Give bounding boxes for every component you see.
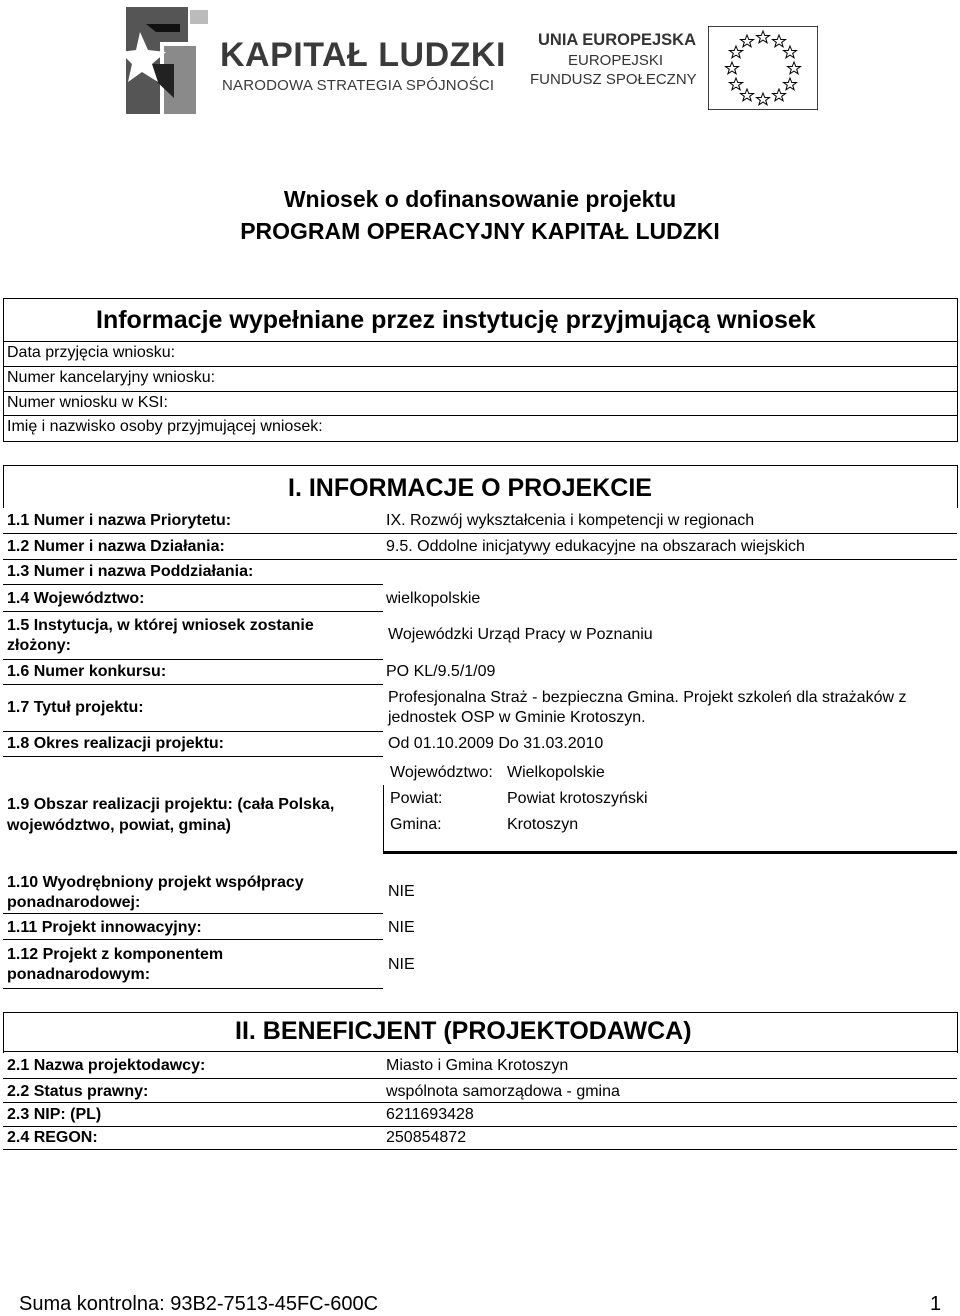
row-1-10-value: NIE — [388, 883, 415, 900]
row-1-9-label: 1.9 Obszar realizacji projektu: (cała Polska, województwo, powiat, gmina) — [7, 796, 335, 834]
section-1-heading: I. INFORMACJE O PROJEKCIE — [288, 474, 652, 502]
row-1-1-label: 1.1 Numer i nazwa Priorytetu: — [7, 512, 232, 529]
row-1-6-label: 1.6 Numer konkursu: — [7, 663, 167, 680]
area-county-value: Powiat krotoszyński — [507, 790, 648, 807]
intake-field-ksi-number: Numer wniosku w KSI: — [7, 394, 168, 411]
row-1-5-label: 1.5 Instytucja, w której wniosek zostanie złożony: — [7, 617, 314, 654]
row-1-7-label: 1.7 Tytuł projektu: — [7, 699, 144, 716]
kapital-ludzki-subtitle: NARODOWA STRATEGIA SPÓJNOŚCI — [222, 77, 495, 94]
footer-page-number: 1 — [930, 1293, 942, 1315]
row-1-4-value: wielkopolskie — [386, 590, 481, 607]
row-1-8-value: Od 01.10.2009 Do 31.03.2010 — [388, 735, 604, 752]
row-2-1-label: 2.1 Nazwa projektodawcy: — [7, 1057, 206, 1074]
row-1-7-value: Profesjonalna Straż - bezpieczna Gmina. Projekt szkoleń dla strażaków z jednostek OSP w Gminie Krotoszyn. — [388, 689, 907, 726]
kapital-ludzki-title: KAPITAŁ LUDZKI — [220, 36, 506, 74]
row-1-4-label: 1.4 Województwo: — [7, 590, 145, 607]
eu-flag-icon — [708, 26, 818, 110]
eu-line-2: EUROPEJSKI — [568, 52, 664, 69]
section-2-heading: II. BENEFICJENT (PROJEKTODAWCA) — [235, 1017, 692, 1045]
row-1-1-value: IX. Rozwój wykształcenia i kompetencji w regionach — [386, 512, 755, 529]
document-title: Wniosek o dofinansowanie projektu — [283, 186, 677, 212]
row-1-5-value: Wojewódzki Urząd Pracy w Poznaniu — [388, 626, 653, 643]
area-commune-value: Krotoszyn — [507, 816, 579, 833]
row-2-4-value: 250854872 — [386, 1129, 467, 1146]
footer-checksum: Suma kontrolna: 93B2-7513-45FC-600C — [19, 1293, 379, 1315]
row-1-2-value: 9.5. Oddolne inicjatywy edukacyjne na obszarach wiejskich — [386, 538, 805, 555]
row-1-3-label: 1.3 Numer i nazwa Poddziałania: — [7, 563, 254, 580]
kapital-ludzki-emblem-icon — [118, 2, 218, 120]
row-1-6-value: PO KL/9.5/1/09 — [386, 663, 496, 680]
intake-heading: Informacje wypełniane przez instytucję przyjmującą wniosek — [96, 306, 816, 334]
document-subtitle: PROGRAM OPERACYJNY KAPITAŁ LUDZKI — [240, 218, 720, 244]
intake-field-date: Data przyjęcia wniosku: — [7, 344, 176, 361]
row-2-4-label: 2.4 REGON: — [7, 1129, 98, 1146]
area-commune-key: Gmina: — [390, 816, 442, 833]
row-1-12-value: NIE — [388, 956, 415, 973]
eu-line-1: UNIA EUROPEJSKA — [538, 31, 696, 49]
kapital-ludzki-logo — [118, 2, 518, 120]
row-2-3-value: 6211693428 — [386, 1106, 474, 1123]
row-1-8-label: 1.8 Okres realizacji projektu: — [7, 735, 224, 752]
row-2-2-value: wspólnota samorządowa - gmina — [386, 1083, 620, 1100]
row-1-11-label: 1.11 Projekt innowacyjny: — [7, 919, 202, 936]
row-1-12-label: 1.12 Projekt z komponentem ponadnarodowym: — [7, 946, 224, 983]
area-voivodeship-key: Województwo: — [390, 764, 493, 781]
intake-field-receiver-name: Imię i nazwisko osoby przyjmującej wniosek: — [7, 418, 323, 435]
area-county-key: Powiat: — [390, 790, 443, 807]
row-1-2-label: 1.2 Numer i nazwa Działania: — [7, 538, 225, 555]
eu-line-3: FUNDUSZ SPOŁECZNY — [530, 71, 697, 88]
row-1-11-value: NIE — [388, 919, 415, 936]
row-2-2-label: 2.2 Status prawny: — [7, 1083, 149, 1100]
row-2-3-label: 2.3 NIP: (PL) — [7, 1106, 102, 1123]
intake-field-office-number: Numer kancelaryjny wniosku: — [7, 369, 216, 386]
row-2-1-value: Miasto i Gmina Krotoszyn — [386, 1057, 569, 1074]
row-1-10-label: 1.10 Wyodrębniony projekt współpracy ponadnarodowej: — [7, 874, 304, 911]
area-voivodeship-value: Wielkopolskie — [507, 764, 605, 781]
